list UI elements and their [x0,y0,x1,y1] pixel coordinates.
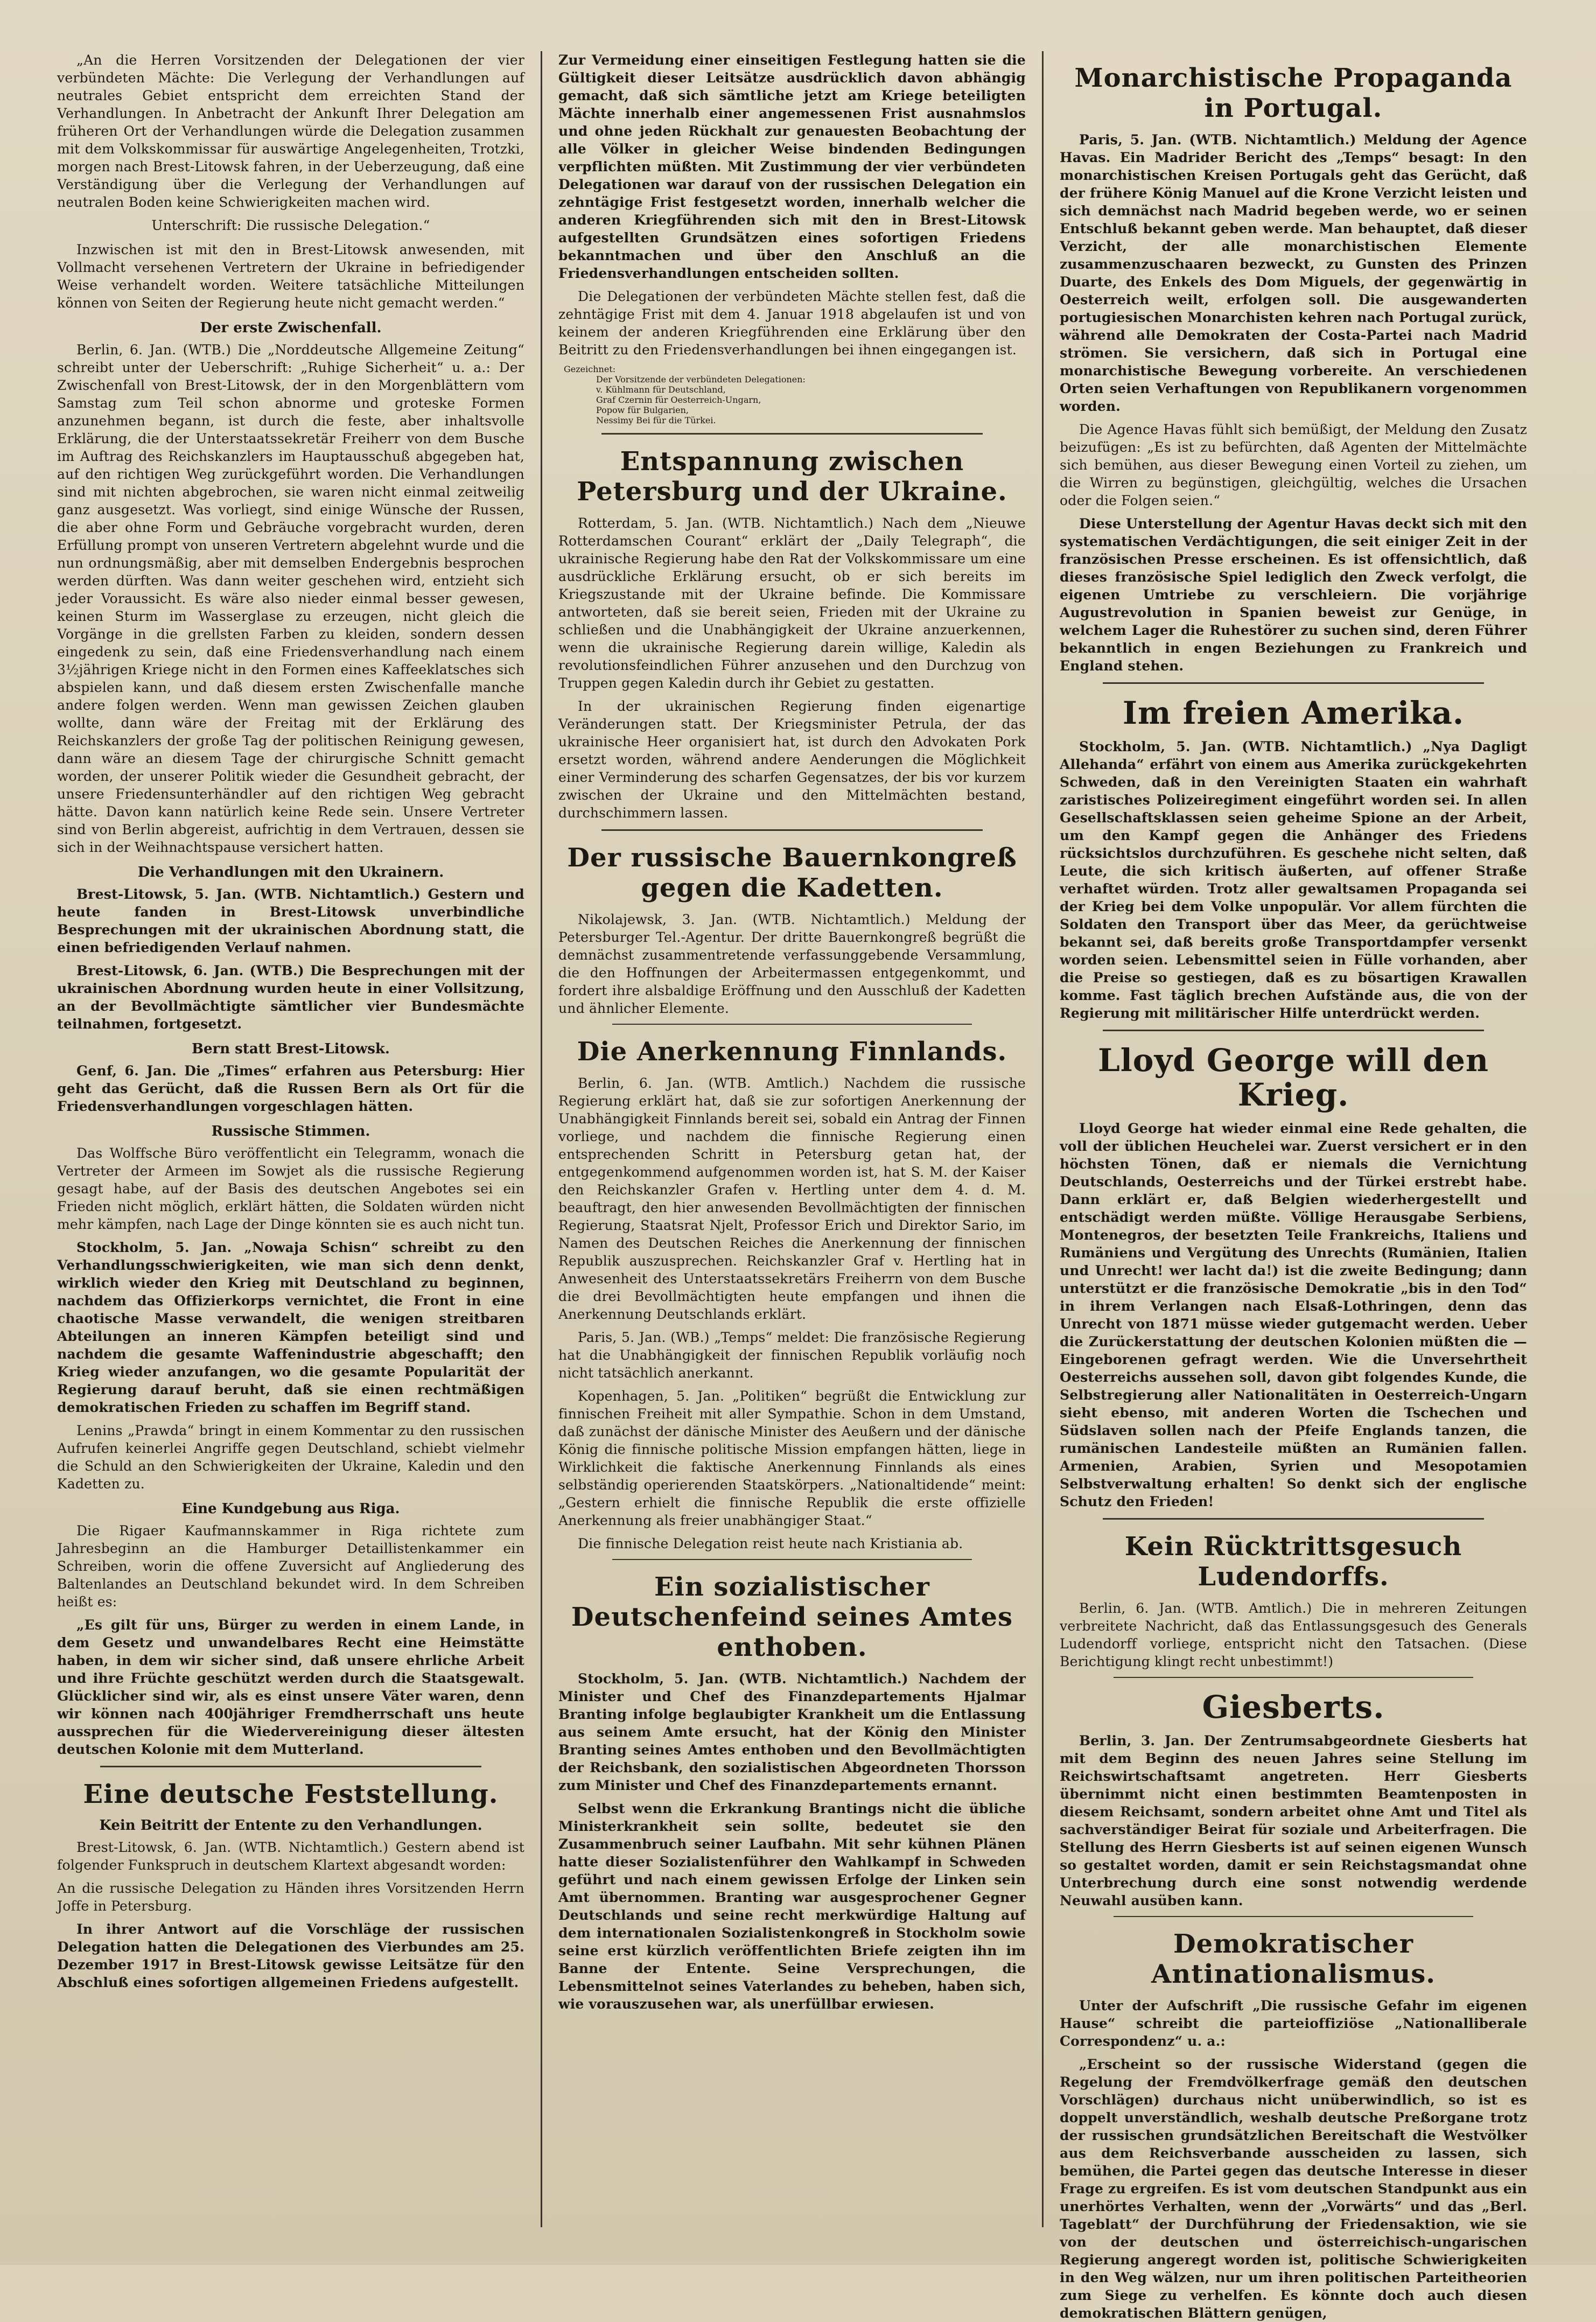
column-3 [1046,51,1541,2321]
headline: Eine deutsche Feststellung. [83,1779,499,1809]
signatory-line: Der Vorsitzende der verbündeten Delegationen: [596,374,806,384]
article-paragraph: „Erscheint so der russische Widerstand (gegen die Regelung der Fremdvölkerfrage gemäß den deutschen Vorschlägen) durchaus nicht unüberwindlich, so ist es doppelt unverständlich, weshalb deutsche Preßorgane trotz der russischen grundsätzlichen Bereitschaft die Westvölker aus dem Reichsverbande ausscheiden zu lassen, sich bemühen, die Partei gegen das deutsche Interesse in dieser Frage zu ergreifen. Es ist vom deutschen Standpunkt aus ein unerhörtes Verhalten, wenn der „Vorwärts“ und das „Berl. Tageblatt“ der Durchführung der Friedensaktion, wie sie von der deutschen und österreichisch-ungarischen Regierung angeregt worden ist, politische Schwierigkeiten in den Weg wälzen, nur um ihren politischen Parteitheorien zum Siege zu verhelfen. Es könnte doch auch diesen demokratischen Blättern genügen, [1060,2057,1528,2321]
article-paragraph: Rotterdam, 5. Jan. (WTB. Nichtamtlich.) Nach dem „Nieuwe Rotterdamschen Courant“ erklärt der „Daily Telegraph“, die ukrainische Regierung habe den Rat der Volkskommissare um eine ausdrückliche Erklärung ersucht, ob er sich bereits im Kriegszustande mit der Ukraine befinde. Die Kommissare antworteten, daß sie bereit seien, Frieden mit der Ukraine zu schließen und die Unabhängigkeit der Ukraine anzuerkennen, wenn die ukrainische Regierung darein willige, Kaledin als revolutionsfeindlichen Führer anzusehen und den Durchzug von Truppen gegen Kaledin durch ihr Gebiet zu gestatten. [558,515,1026,691]
signatories [564,364,1026,425]
article-paragraph: Inzwischen ist mit den in Brest-Litowsk anwesenden, mit Vollmacht versehenen Vertretern der Ukraine in befriedigender Weise verhandelt worden. Weitere tatsächliche Mitteilungen können von Seiten der Regierung heute nicht gemacht werden.“ [57,242,524,311]
headline: Giesberts. [1202,1689,1385,1725]
article-paragraph: Stockholm, 5. Jan. (WTB. Nichtamtlich.) „Nya Dagligt Allehanda“ erfährt von einem aus Amerika zurückgekehrten Schweden, daß in den Vereinigten Staaten ein wahrhaft zaristisches Polizeiregiment eingeführt worden sei. In allen Gesellschaftsklassen seien geheime Spione an der Arbeit, um den Kampf gegen die Anhänger des Friedens rücksichtslos durchzuführen. Es geschehe nicht selten, daß Leute, die sich kritisch äußerten, auf offener Straße verhaftet würden. Trotz aller gewaltsamen Propaganda sei der Krieg bei dem Volke unpopulär. Vor allem fürchten die Soldaten den Transport über das Meer, da gerüchtweise bekannt sei, daß bereits große Transportdampfer versenkt worden seien. Lebensmittel seien in Fülle vorhanden, aber die Preise so gestiegen, daß es zu bösartigen Krawallen komme. Fast täglich brechen Aufstände aus, die von der Regierung mit militärischer Hilfe unterdrückt werden. [1060,739,1527,1021]
article-paragraph: Zur Vermeidung einer einseitigen Festlegung hatten sie die Gültigkeit dieser Leitsätze ausdrücklich davon abhängig gemacht, daß sich sämtliche jetzt am Kriege beteiligten Mächte innerhalb einer angemessenen Frist ausnahmslos und ohne jeden Rückhalt zur genauesten Beobachtung der alle Völker in gleicher Weise bindenden Bedingungen verpflichten müßten. Mit Zustimmung der vier verbündeten Delegationen war darauf von der russischen Delegation ein zehntägige Frist festgesetzt worden, innerhalb welcher die anderen Kriegführenden sich mit den in Brest-Litowsk aufgestellten Grundsätzen eines sofortigen Friedens bekanntmachen und über den Anschluß an die Friedensverhandlungen entscheiden sollten. [558,52,1026,281]
article-paragraph: Brest-Litowsk, 6. Jan. (WTB.) Die Besprechungen mit der ukrainischen Abordnung wurden heute in einer Vollsitzung, an der Bevollmächtigte sämtlicher vier Bundesmächte teilnahmen, fortgesetzt. [57,963,524,1032]
article-paragraph: Nikolajewsk, 3. Jan. (WTB. Nichtamtlich.) Meldung der Petersburger Tel.-Agentur. Der dritte Bauernkongreß begrüßt die demnächst zusammentretende verfassunggebende Versammlung, die den Hoffnungen der Arbeitermassen entgegenkommt, und fordert ihre alsbaldige Eröffnung und den Ausschluß der Kadetten und ähnlicher Elemente. [558,912,1026,1016]
headline: Ein sozialistischer Deutschenfeind seines Amtes enthoben. [571,1572,1013,1662]
signatories-label: Gezeichnet: [564,364,616,374]
subheading: Russische Stimmen. [211,1123,370,1139]
article-paragraph: Das Wolffsche Büro veröffentlicht ein Telegramm, wonach die Vertreter der Armeen im Sowjet als die russische Regierung gesagt habe, auf der Basis des deutschen Angebotes sei ein Frieden nicht möglich, erklärt hätten, die Soldaten würden nicht mehr kämpfen, nach Lage der Dinge könnten sie es auch nicht tun. [57,1145,524,1232]
article-paragraph: Brest-Litowsk, 6. Jan. (WTB. Nichtamtlich.) Gestern abend ist folgender Funkspruch in deutschem Klartext abgesandt worden: [57,1840,524,1873]
headline: Die Anerkennung Finnlands. [577,1037,1007,1067]
article-paragraph: In ihrer Antwort auf die Vorschläge der russischen Delegation hatten die Delegationen des Vierbundes am 25. Dezember 1917 in Brest-Litowsk gewisse Leitsätze für den Abschluß eines sofortigen allgemeinen Friedens aufgestellt. [57,1921,524,1990]
headline: Kein Rücktrittsgesuch Ludendorffs. [1124,1531,1462,1592]
section-divider [612,1024,972,1025]
column-1 [43,51,538,2227]
article-paragraph: „Es gilt für uns, Bürger zu werden in einem Lande, in dem Gesetz und unwandelbares Recht eine Heimstätte haben, in dem wir sicher sind, daß unsere ehrliche Arbeit und ihre Früchte geschützt werden durch die Staatsgewalt. Glücklicher sind wir, als es einst unsere Väter waren, denn wir können nach 400jähriger Fremdherrschaft uns heute aussprechen für die Wiedervereinigung dieser ältesten deutschen Kolonie mit dem Mutterland. [57,1617,524,1757]
article-paragraph: Berlin, 6. Jan. (WTB. Amtlich.) Nachdem die russische Regierung erklärt hat, daß sie zur sofortigen Anerkennung der Unabhängigkeit Finnlands bereit sei, sobald ein Antrag der Finnen vorliege, und nachdem die finnische Regierung einen entsprechenden Schritt in Petersburg getan hat, der entgegenkommend aufgenommen worden ist, hat S. M. der Kaiser den Reichskanzler Grafen v. Hertling unter dem 4. d. M. beauftragt, den hier anwesenden Bevollmächtigten der finnischen Regierung, Staatsrat Njelt, Professor Erich und Direktor Sario, im Namen des Deutschen Reiches die Anerkennung der finnischen Republik auszusprechen. Reichskanzler Graf v. Hertling hat in Anwesenheit des Unterstaatssekretärs Freiherrn von dem Busche die drei Bevollmächtigten heute empfangen und ihnen die Anerkennung Deutschlands erklärt. [558,1075,1026,1322]
article-paragraph: Selbst wenn die Erkrankung Brantings nicht die übliche Ministerkrankheit sein sollte, bedeutet sie den Zusammenbruch seiner Laufbahn. Mit sehr kühnen Plänen hatte dieser Sozialistenführer den Wahlkampf in Schweden geführt und nach einem gewissen Erfolge der Linken sein Amt übernommen. Branting war ausgesprochener Gegner Deutschlands und seine recht merkwürdige Haltung auf dem internationalen Sozialistenkongreß in Stockholm sowie seine erst kürzlich veröffentlichten Briefe zeigten ihn im Banne der Entente. Seine Versprechungen, die Lebensmittelnot seines Vaterlandes zu beheben, haben sich, wie vorauszusehen war, als unerfüllbar erwiesen. [558,1801,1026,2012]
article-paragraph: Die Delegationen der verbündeten Mächte stellen fest, daß die zehntägige Frist mit dem 4. Januar 1918 abgelaufen ist und von keinem der anderen Kriegführenden eine Erklärung über den Beitritt zu den Friedensverhandlungen bei ihnen eingegangen ist. [558,289,1026,358]
article-paragraph: Stockholm, 5. Jan. (WTB. Nichtamtlich.) Nachdem der Minister und Chef des Finanzdepartements Hjalmar Branting infolge beglaubigter Krankheit um die Entlassung aus seinem Amte ersucht, hat der König den Minister Branting seines Amtes enthoben und den Bevollmächtigten der Reichsbank, den sozialistischen Abgeordneten Thorsson zum Minister und Chef des Finanzdepartements ernannt. [558,1671,1026,1793]
headline: Entspannung zwischen Petersburg und der Ukraine. [577,446,1007,507]
article-paragraph: An die russische Delegation zu Händen ihres Vorsitzenden Herrn Joffe in Petersburg. [57,1880,524,1914]
section-divider [100,1766,481,1767]
signature-line: Unterschrift: Die russische Delegation.“ [151,218,430,233]
article-paragraph: In der ukrainischen Regierung finden eigenartige Veränderungen statt. Der Kriegsminister Petrula, der das ukrainische Heer organisiert hat, ist durch den Advokaten Pork ersetzt worden, während andere Aenderungen die Möglichkeit einer Verminderung des scharfen Gegensatzes, der bis vor kurzem zwischen der Ukraine und den Mittelmächten bestand, durchschimmern lassen. [558,698,1026,821]
section-divider [612,1559,972,1560]
article-paragraph: Kopenhagen, 5. Jan. „Politiken“ begrüßt die Entwicklung zur finnischen Freiheit mit aller Sympathie. Schon in dem Umstand, daß zunächst der dänische Minister des Aeußern und der dänische König die finnische politische Mission empfangen hätten, liege in Wirklichkeit die faktische Anerkennung Finnlands als eines selbständig operierenden Staatskörpers. „Nationaltidende“ meint: „Gestern erhielt die finnische Republik die erste offizielle Anerkennung als freier unabhängiger Staat.“ [558,1388,1026,1528]
article-paragraph: Genf, 6. Jan. Die „Times“ erfahren aus Petersburg: Hier geht das Gerücht, daß die Russen Bern als Ort für die Friedensverhandlungen vorgeschlagen hätten. [57,1063,524,1114]
article-paragraph: Berlin, 3. Jan. Der Zentrumsabgeordnete Giesberts hat mit dem Beginn des neuen Jahres seine Stellung im Reichswirtschaftsamt angetreten. Herr Giesberts übernimmt nicht einen bestimmten Beamtenposten in diesem Reichsamt, sondern arbeitet ohne Amt und Titel als sachverständiger Beirat für soziale und Arbeiterfragen. Die Stellung des Herrn Giesberts ist auf seinen eigenen Wunsch so gestaltet worden, damit er sein Reichstagsmandat ohne Unterbrechung durch eine sonst notwendig werdende Neuwahl ausüben kann. [1060,1733,1527,1908]
article-paragraph: Stockholm, 5. Jan. „Nowaja Schisn“ schreibt zu den Verhandlungsschwierigkeiten, wie man sich denn denkt, wirklich wieder den Krieg mit Deutschland zu beginnen, nachdem das Offizierkorps vernichtet, die Front in eine chaotische Masse verwandelt, die wenigen streitbaren Abteilungen an inneren Kämpfen beteiligt sind und nachdem die gesamte Waffenindustrie abgeschafft; den Krieg wieder anzufangen, wo die gesamte Popularität der Regierung darauf beruht, daß sie einen rechtmäßigen demokratischen Frieden zu schaffen im Begriff stand. [57,1240,524,1415]
article-paragraph: Die Rigaer Kaufmannskammer in Riga richtete zum Jahresbeginn an die Hamburger Detaillistenkammer ein Schreiben, worin die offene Zuversicht auf Angliederung des Baltenlandes an Deutschland bekundet wird. In dem Schreiben heißt es: [57,1523,524,1610]
headline: Der russische Bauernkongreß gegen die Kadetten. [567,843,1017,903]
headline: Demokratischer Antinationalismus. [1151,1929,1436,1989]
article-paragraph: „An die Herren Vorsitzenden der Delegationen der vier verbündeten Mächte: Die Verlegung der Verhandlungen auf neutrales Gebiet entspricht dem erreichten Stand der Verhandlungen. In Anbetracht der Ankunft Ihrer Delegation am früheren Ort der Verhandlungen würde die Delegation zusammen mit dem Volkskommissar für auswärtige Angelegenheiten, Trotzki, morgen nach Brest-Litowsk fahren, in der Ueberzeugung, daß eine Verständigung über die Verlegung der Verhandlungen auf neutralen Boden keine Schwierigkeiten machen wird. [57,52,524,210]
headline: Lloyd George will den Krieg. [1097,1042,1489,1113]
section-divider [601,829,983,831]
article-paragraph: Die Agence Havas fühlt sich bemüßigt, der Meldung den Zusatz beizufügen: „Es ist zu befürchten, daß Agenten der Mittelmächte sich bemühen, aus dieser Bewegung einen Vorteil zu ziehen, um die Wirren zu begünstigen, gleichgültig, welches die Ursachen oder die Folgen seien.“ [1060,422,1527,508]
article-paragraph: Diese Unterstellung der Agentur Havas deckt sich mit den systematischen Verdächtigungen, die seit einiger Zeit in der französischen Presse erscheinen. Es ist offensichtlich, daß dieses französische Spiel lediglich den Zweck verfolgt, die eigenen Umtriebe zu verschleiern. Die vorjährige Augustrevolution in Spanien beweist zur Genüge, in welchem Lager die Ruhestörer zu suchen sind, deren Führer bekanntlich in engen Beziehungen zu Frankreich und England stehen. [1060,516,1527,674]
article-paragraph: Paris, 5. Jan. (WB.) „Temps“ meldet: Die französische Regierung hat die Unabhängigkeit der finnischen Republik vorläufig noch nicht tatsächlich anerkannt. [558,1330,1026,1381]
signatory-line: v. Kühlmann für Deutschland, [596,384,726,395]
subheading: Kein Beitritt der Entente zu den Verhandlungen. [99,1817,482,1834]
article-paragraph: Berlin, 6. Jan. (WTB. Amtlich.) Die in mehreren Zeitungen verbreitete Nachricht, daß das Entlassungsgesuch des Generals Ludendorff vorliege, entspricht nicht den Tatsachen. (Diese Berichtigung klingt recht unbestimmt!) [1060,1600,1527,1669]
headline: Monarchistische Propaganda in Portugal. [1074,63,1513,123]
article-paragraph: Lloyd George hat wieder einmal eine Rede gehalten, die voll der üblichen Heuchelei war. Zuerst versichert er in den höchsten Tönen, daß er niemals die Vernichtung Deutschlands, Oesterreichs und der Türkei erstrebt habe. Dann erklärt er, daß Belgien wiederhergestellt und entschädigt werden müßte. Völlige Herausgabe Serbiens, Montenegros, der besetzten Teile Frankreichs, Italiens und Rumäniens und Vergütung des Unrechts (Rumänien, Italien und Unrecht! wer lacht da!) ist die zweite Bedingung; dann unterstützt er die französische Demokratie „bis in den Tod“ in ihrem Verlangen nach Elsaß-Lothringen, denn das Unrecht von 1871 müsse wieder gutgemacht werden. Ueber die Zurückerstattung der deutschen Kolonien müßten die — Eingeborenen gefragt werden. Wie die Unversehrtheit Oesterreichs aussehen soll, davon gibt folgendes Kunde, die Selbstregierung aller Nationalitäten in Oesterreich-Ungarn sieht ebenso, mit anderen Worten die Tschechen und Südslaven sollen nach der Pfeife Englands tanzen, die rumänischen Landesteile müßten an Rumänien fallen. Armenien, Arabien, Syrien und Mesopotamien Selbstverwaltung erhalten! So denkt sich der englische Schutz den Frieden! [1060,1121,1527,1509]
article-paragraph: Berlin, 6. Jan. (WTB.) Die „Norddeutsche Allgemeine Zeitung“ schreibt unter der Ueberschrift: „Ruhige Sicherheit“ u. a.: Der Zwischenfall von Brest-Litowsk, der in den Morgenblättern vom Samstag zum Teil schon abnorme und groteske Formen anzunehmen begann, ist durch die feste, aber inhaltsvolle Erklärung, die der Unterstaatssekretär Freiherr von dem Busche im Auftrag des Reichskanzlers im Hauptausschuß abgegeben hat, auf den richtigen Weg zurückgeführt worden. Die Verhandlungen sind mit nichten abgebrochen, sie waren nicht einmal zeitweilig ganz ausgesetzt. Was vorliegt, sind einige Wünsche der Russen, die aber ohne Form und Gebräuche vorgebracht wurden, deren Erfüllung prompt von unseren Vertretern abgelehnt wurde und die nun ordnungsmäßig, aber mit demselben Endergebnis besprochen werden dürften. Was dann weiter geschehen wird, entzieht sich jeder Voraussicht. Es wäre also nieder einmal besser gewesen, keinen Sturm im Wasserglase zu erzeugen, nicht gleich die Vorgänge in die grellsten Farben zu kleiden, sondern dessen eingedenk zu sein, daß eine Friedensverhandlung nach einem 3½jährigen Kriege nicht in den Formen eines Kaffeeklatsches sich abspielen kann, und daß diesem ersten Zwischenfalle manche andere folgen werden. Wenn man gewissen Zeichen glauben wollte, dann wäre der Freitag mit der Erklärung des Reichskanzlers der große Tag der politischen Reinigung gewesen, dann wäre an diesem Tage der chirurgische Schnitt gemacht worden, der unserer Politik wieder die Gesundheit gebracht, der unsere Friedensunterhändler auf den richtigen Weg gebracht hätte. Davon kann natürlich keine Rede sein. Unsere Vertreter sind von Berlin abgereist, aufrichtig in dem Vertrauen, dessen sie sich in der Weihnachtspause versichert hatten. [57,342,524,855]
section-divider [1103,1518,1484,1520]
column-rule [1042,51,1044,2227]
headline: Im freien Amerika. [1122,695,1465,731]
signatory-line: Graf Czernin für Oesterreich-Ungarn, [596,395,761,405]
column-2 [544,51,1040,2227]
section-divider [1103,682,1484,684]
section-divider [1114,1677,1473,1678]
section-divider [601,433,983,435]
signatory-line: Popow für Bulgarien, [596,405,689,415]
article-paragraph: Paris, 5. Jan. (WTB. Nichtamtlich.) Meldung der Agence Havas. Ein Madrider Bericht des „Temps“ besagt: In den monarchistischen Kreisen Portugals geht das Gerücht, daß der frühere König Manuel auf die Krone Verzicht leisten und sich demnächst nach Madrid begeben werde, wo er seinen Entschluß bekannt geben werde. Man behauptet, daß dieser Verzicht, der alle monarchistischen Elemente zusammenzuschaaren bezweckt, zu Gunsten des Prinzen Duarte, des Enkels des Dom Miguels, der gegenwärtig in Oesterreich weilt, erfolgen soll. Die ausgewanderten portugiesischen Monarchisten kehren nach Portugal zurück, während alle Demokraten der Costa-Partei nach Madrid strömen. Sie versichern, daß sich in Portugal eine monarchistische Bewegung vorbereite. An verschiedenen Orten seien Verhaftungen von Republikanern vorgenommen worden. [1060,132,1527,414]
article-paragraph: Unter der Aufschrift „Die russische Gefahr im eigenen Hause“ schreibt die parteioffiziöse „Nationalliberale Correspondenz“ u. a.: [1060,1998,1527,2049]
article-paragraph: Brest-Litowsk, 5. Jan. (WTB. Nichtamtlich.) Gestern und heute fanden in Brest-Litowsk unverbindliche Besprechungen mit der ukrainischen Abordnung statt, die einen befriedigenden Verlauf nahmen. [57,886,524,955]
section-divider [1103,1030,1484,1031]
subheading: Die Verhandlungen mit den Ukrainern. [137,864,444,880]
signatory-line: Nessimy Bei für die Türkei. [596,415,716,425]
subheading: Der erste Zwischenfall. [200,320,382,336]
column-rule [541,51,542,2227]
subheading: Eine Kundgebung aus Riga. [181,1501,400,1517]
article-paragraph: Die finnische Delegation reist heute nach Kristiania ab. [578,1536,963,1551]
subheading: Bern statt Brest-Litowsk. [192,1041,390,1057]
column-container [43,51,1553,2321]
article-paragraph: Lenins „Prawda“ bringt in einem Kommentar zu den russischen Aufrufen keinerlei Angriffe gegen Deutschland, schiebt vielmehr die Schuld an den Schwierigkeiten der Ukraine, Kaledin und den Kadetten zu. [57,1423,524,1492]
section-divider [1114,1916,1473,1917]
